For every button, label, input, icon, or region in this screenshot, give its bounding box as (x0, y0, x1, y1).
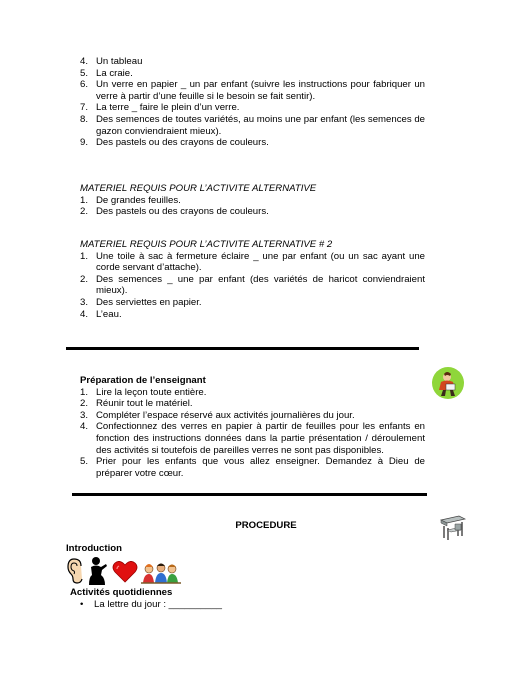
list-item (80, 251, 425, 274)
heart-icon (112, 561, 138, 583)
alternative-activity-2-section (80, 239, 425, 320)
alternative-activity-section (80, 183, 425, 218)
list-item (80, 297, 425, 309)
list-item (80, 410, 425, 422)
list-item-text: La terre _ faire le plein d’un verre. (96, 102, 240, 114)
list-item-number: 8. (80, 113, 89, 125)
list-item-number: 3. (80, 296, 89, 308)
list-item (80, 421, 425, 456)
list-item-text: Une toile à sac à fermeture éclaire _ une par enfant (ou un sac ayant une corde servant d’attache). (96, 250, 425, 274)
list-item-number: 2. (80, 398, 89, 410)
list-item-text: Un tableau (96, 56, 143, 67)
list-item (80, 102, 425, 114)
teacher-preparation-section (80, 375, 425, 479)
materials-list-continued (80, 56, 425, 149)
list-item-text: Des semences _ une par enfant (des variétés de haricot conviendraient mieux). (96, 273, 425, 297)
list-item-text: L’eau. (96, 308, 122, 320)
list-item (80, 79, 425, 102)
list-item-number: 4. (80, 421, 89, 433)
list-item-text: Compléter l’espace réservé aux activités journalières du jour. (96, 409, 355, 421)
list-item-text: Des pastels ou des crayons de couleurs. (96, 206, 269, 218)
list-item (80, 456, 425, 479)
school-desk-icon (438, 512, 468, 542)
section-divider (72, 493, 427, 496)
section-divider (66, 347, 419, 350)
list-item-text: La craie. (96, 67, 133, 79)
list-item (80, 309, 425, 321)
list-item-text: Des serviettes en papier. (96, 296, 202, 308)
list-item-number: 1. (80, 386, 89, 398)
list-item-text: Un verre en papier _ un par enfant (suivre les instructions pour fabriquer un verre à partir d’une feuille si le besoin se fait sentir). (96, 79, 425, 102)
list-item (80, 387, 425, 399)
alternative-activity-2-list (80, 251, 425, 321)
list-item-number: 5. (80, 67, 89, 79)
list-item (80, 274, 425, 297)
list-item-number: 2. (80, 206, 89, 218)
list-item (66, 599, 366, 611)
daily-activities-heading: Activités quotidiennes (70, 587, 173, 598)
list-item-text: Des semences de toutes variétés, au moins une par enfant (les semences de gazon conviendraient mieux). (96, 113, 425, 137)
list-item-text: De grandes feuilles. (96, 194, 181, 206)
alternative-activity-heading: MATERIEL REQUIS POUR L’ACTIVITE ALTERNATIVE (80, 183, 317, 194)
list-item-number: 4. (80, 308, 89, 320)
list-item-text: Prier pour les enfants que vous allez enseigner. Demandez à Dieu de préparer votre cœur. (96, 456, 425, 479)
list-item (80, 68, 425, 80)
procedure-title: PROCEDURE (235, 520, 297, 531)
list-item-number: 1. (80, 250, 89, 262)
list-item-number: 4. (80, 56, 89, 67)
list-item-number: 5. (80, 456, 89, 468)
list-item-number: 2. (80, 273, 89, 285)
heart-shape (113, 561, 137, 582)
list-item (80, 398, 425, 410)
alternative-activity-list (80, 195, 425, 218)
bullet-icon: • (80, 599, 84, 610)
materials-list (80, 56, 425, 149)
teacher-preparation-list (80, 387, 425, 480)
list-item-number: 3. (80, 409, 89, 421)
children-group-icon (139, 561, 183, 585)
ear-icon (66, 557, 86, 585)
list-item (80, 114, 425, 137)
list-item-number: 1. (80, 194, 89, 206)
list-item-number: 9. (80, 137, 89, 149)
teacher-preparation-heading: Préparation de l’enseignant (80, 375, 206, 386)
teacher-reading-icon (431, 366, 465, 400)
list-item (80, 56, 425, 68)
list-item (80, 206, 425, 218)
daily-activities-list (66, 599, 366, 611)
list-item-number: 6. (80, 79, 89, 91)
list-item (80, 137, 425, 149)
praying-person-icon (87, 556, 109, 586)
introduction-heading: Introduction (66, 543, 122, 554)
list-item (80, 195, 425, 207)
list-item-text: Réunir tout le matériel. (96, 398, 193, 410)
list-item-text: Des pastels ou des crayons de couleurs. (96, 137, 269, 149)
list-item-text: Lire la leçon toute entière. (96, 386, 207, 398)
list-item-text: La lettre du jour : __________ (94, 599, 223, 610)
list-item-number: 7. (80, 102, 89, 114)
list-item-text: Confectionnez des verres en papier à partir de feuilles pour les enfants en fonction des instructions données dans la partie présentation / déroulement des activités si toutefois de pareilles verres ne sont pas disponibles. (96, 421, 425, 456)
alternative-activity-2-heading: MATERIEL REQUIS POUR L’ACTIVITE ALTERNATIVE # 2 (80, 239, 333, 250)
